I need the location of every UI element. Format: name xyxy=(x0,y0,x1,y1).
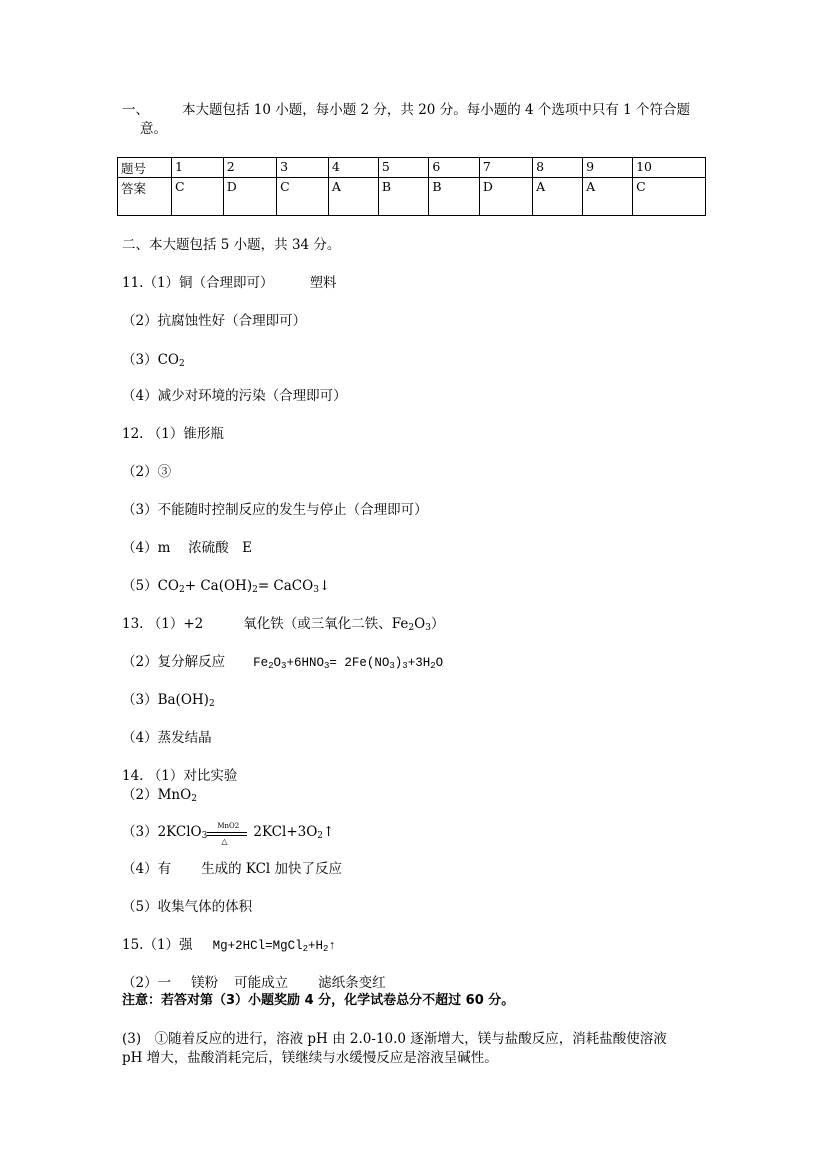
section-2-title: 二、本大题包括 5 小题，共 34 分。 xyxy=(122,237,341,253)
table-row xyxy=(118,158,706,178)
q12-line-3: （3）不能随时控制反应的发生与停止（合理即可） xyxy=(122,502,428,518)
table-cell: 1 xyxy=(172,158,224,178)
q12-line-2: （2）③ xyxy=(122,464,172,480)
subscript: 2 xyxy=(317,831,324,841)
q13-line-3 xyxy=(122,691,215,713)
table-cell: C xyxy=(172,178,224,216)
table-cell: A xyxy=(533,178,583,216)
table-cell: 9 xyxy=(583,158,633,178)
subscript: 2 xyxy=(252,585,258,595)
q12-eq-part: + Ca(OH) xyxy=(184,578,253,594)
table-cell: C xyxy=(277,178,329,216)
table-cell: 7 xyxy=(479,158,532,178)
q15-line-3a: (3) ①随着反应的进行，溶液 pH 由 2.0-10.0 逐渐增大，镁与盐酸反应，消耗盐酸使溶液 xyxy=(122,1031,667,1047)
q13-line-1 xyxy=(122,615,444,637)
q12-eq-part: = CaCO xyxy=(257,578,314,594)
subscript: 2 xyxy=(208,699,215,709)
q12-line-4: （4）m 浓硫酸 E xyxy=(122,540,253,556)
q13-formula-part: O xyxy=(414,616,426,632)
q11-answer-1b: 塑料 xyxy=(309,275,337,291)
q12-line-1: 12. （1）锥形瓶 xyxy=(122,426,224,442)
q15-equation: $Mg+2HCl=MgCl_2+H_2↑$ xyxy=(212,939,336,954)
table-cell: A xyxy=(583,178,633,216)
q14-answer-4b: 生成的 KCl 加快了反应 xyxy=(201,861,343,877)
q15-answer-1: 15.（1）强 xyxy=(122,937,193,953)
table-row xyxy=(118,178,706,216)
heat-icon: △ xyxy=(221,836,228,846)
q13-line-4: （4）蒸发结晶 xyxy=(122,730,212,746)
q14-line-5: （5）收集气体的体积 xyxy=(122,899,253,915)
subscript: 2 xyxy=(408,623,415,633)
precipitate-arrow-icon: ↓ xyxy=(318,578,331,594)
q15-answer-2d: 滤纸条变红 xyxy=(318,975,386,991)
table-cell: 4 xyxy=(328,158,378,178)
q14-line-2 xyxy=(122,786,197,808)
q14-answer-4: （4）有 xyxy=(122,861,172,877)
table-cell: D xyxy=(479,178,532,216)
q11-line-3 xyxy=(122,351,185,373)
q11-line-2: （2）抗腐蚀性好（合理即可） xyxy=(122,313,307,329)
subscript: 3 xyxy=(425,623,431,633)
q13-answer-3: （3）Ba(OH) xyxy=(122,692,209,708)
table-cell: B xyxy=(378,178,429,216)
catalyst-label: MnO2 xyxy=(217,821,240,830)
table-cell: 10 xyxy=(633,158,706,178)
q15-line-1 xyxy=(122,936,336,958)
q15-answer-2: （2）一 xyxy=(122,975,172,991)
q14-line-4 xyxy=(122,860,342,878)
table-cell: 6 xyxy=(429,158,480,178)
subscript: 3 xyxy=(313,585,319,595)
q14-line-1: 14. （1）对比实验 xyxy=(122,768,238,784)
q14-eq-left: （3）2KClO xyxy=(122,824,202,840)
q11-line-1 xyxy=(122,274,337,292)
subscript: 3 xyxy=(201,831,208,841)
bonus-note: 注意：若答对第（3）小题奖励 4 分，化学试卷总分不超过 60 分。 xyxy=(122,993,515,1008)
table-cell: 2 xyxy=(223,158,276,178)
q13-answer-1b: 氧化铁（或三氧化二铁、Fe xyxy=(243,616,409,632)
table-cell: D xyxy=(223,178,276,216)
section-1-number: 一、 xyxy=(122,102,149,118)
q14-eq-right: 2KCl+3O xyxy=(253,824,318,840)
q15-answer-2b: 镁粉 xyxy=(191,975,219,991)
q15-line-3b: pH 增大，盐酸消耗完后，镁继续与水缓慢反应是溶液呈碱性。 xyxy=(122,1050,498,1066)
q13-line-2 xyxy=(122,653,443,675)
reaction-condition xyxy=(207,821,247,846)
q13-equation: $Fe_2O_3+6HNO_3= 2Fe(NO_3)_3+3H_2O$ xyxy=(253,656,444,671)
table-header-cell: 题号 xyxy=(118,158,172,178)
gas-arrow-icon: ↑ xyxy=(328,939,336,953)
subscript: 2 xyxy=(191,794,197,804)
answer-table xyxy=(117,157,706,216)
q11-answer-3: （3）CO xyxy=(122,352,179,368)
gas-arrow-icon: ↑ xyxy=(323,824,335,840)
q14-answer-2: （2）MnO xyxy=(122,787,192,803)
q11-answer-1: 11.（1）铜（合理即可） xyxy=(122,275,274,291)
section-1-text-cont: 意。 xyxy=(140,121,167,137)
subscript: 2 xyxy=(179,585,185,595)
table-cell: 3 xyxy=(277,158,329,178)
q14-line-3 xyxy=(122,823,334,845)
q13-answer-1: 13. （1）+2 xyxy=(122,616,204,632)
subscript: 2 xyxy=(179,359,185,369)
table-cell: 5 xyxy=(378,158,429,178)
q15-line-2 xyxy=(122,974,386,992)
q13-answer-2: （2）复分解反应 xyxy=(122,654,226,670)
q12-line-5 xyxy=(122,577,330,599)
q12-eq-part: （5）CO xyxy=(122,578,179,594)
table-cell: 8 xyxy=(533,158,583,178)
table-header-cell: 答案 xyxy=(118,178,172,216)
q13-formula-part: ） xyxy=(430,616,445,632)
q11-line-4: （4）减少对环境的污染（合理即可） xyxy=(122,388,347,404)
table-cell: B xyxy=(429,178,480,216)
table-cell: A xyxy=(328,178,378,216)
table-cell: C xyxy=(633,178,706,216)
q15-answer-2c: 可能成立 xyxy=(234,975,289,991)
section-1-text: 本大题包括 10 小题，每小题 2 分，共 20 分。每小题的 4 个选项中只有 1 个符合题 xyxy=(182,102,691,118)
